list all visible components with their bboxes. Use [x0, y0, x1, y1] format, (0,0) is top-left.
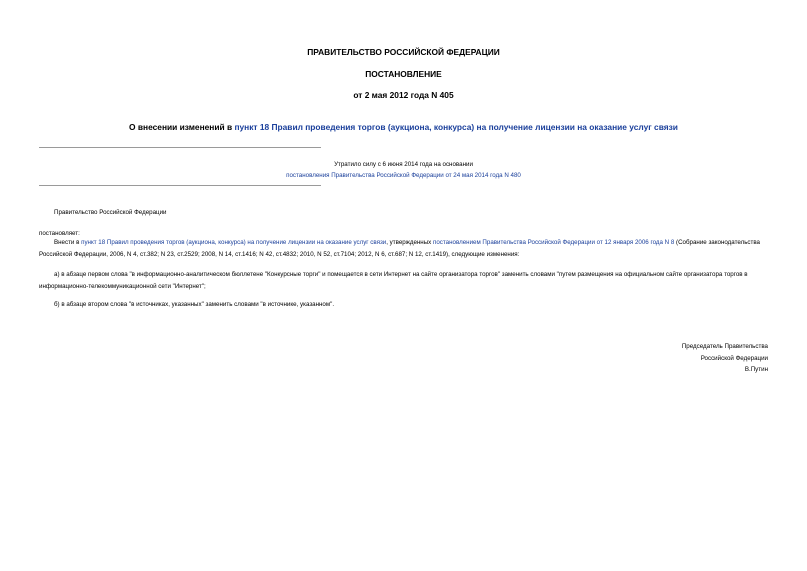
document-type-heading: ПОСТАНОВЛЕНИЕ — [365, 69, 442, 79]
expired-notice — [0, 159, 807, 181]
intro-paragraph: Правительство Российской Федерации — [54, 209, 167, 216]
amendment-paragraph — [39, 237, 768, 260]
title-prefix: О внесении изменений в — [129, 122, 235, 132]
government-heading: ПРАВИТЕЛЬСТВО РОССИЙСКОЙ ФЕДЕРАЦИИ — [307, 47, 500, 57]
signature-title: Председатель Правительства — [681, 343, 768, 350]
rules-link[interactable]: пункт 18 Правил проведения торгов (аукциона, конкурса) на получение лицензии на оказание услуг связи — [81, 239, 387, 246]
decides-paragraph: постановляет: — [39, 230, 80, 237]
expired-line: Утратило силу с 6 июня 2014 года на основании — [334, 161, 473, 168]
signature-organization: Российской Федерации — [700, 354, 768, 362]
title-link[interactable]: пункт 18 Правил проведения торгов (аукциона, конкурса) на получение лицензии на оказание услуг связи — [234, 122, 678, 132]
document-title — [0, 122, 807, 132]
amendment-text-c: (Собрание законодательства Российской Федерации, 2006, N 4, ст.382; N 23, ст.2529; 2008, N 14, ст.1416; N 42, ст.4832; 2010, N 52, ст.7104; 2012, N 6, ст.687; N 12, ст.1419), следующие изменения: — [39, 239, 760, 258]
signature-block — [682, 341, 768, 376]
amendment-text-b: , утвержденных — [386, 239, 433, 246]
item-a-paragraph: а) в абзаце первом слова "в информационно-аналитическом бюллетене "Конкурсные торги" и помещается в сети Интернет на сайте организатора торгов" заменить словами "путем размещения на официальном сайте организатора торгов в информационно-телекоммуникационной сети "Интернет"; — [39, 271, 748, 290]
divider-bottom — [39, 185, 321, 186]
expired-link[interactable]: постановления Правительства Российской Федерации от 24 мая 2014 года N 480 — [286, 172, 521, 179]
signature-name: В.Путин — [744, 366, 768, 374]
item-b-paragraph: б) в абзаце втором слова "в источниках, указанных" заменить словами "в источнике, указанном". — [54, 301, 335, 308]
date-number-heading: от 2 мая 2012 года N 405 — [353, 90, 454, 100]
amendment-text-a: Внести в — [54, 239, 82, 246]
divider-top — [39, 147, 321, 148]
resolution-link[interactable]: постановлением Правительства Российской Федерации от 12 января 2006 года N 8 — [433, 239, 675, 246]
